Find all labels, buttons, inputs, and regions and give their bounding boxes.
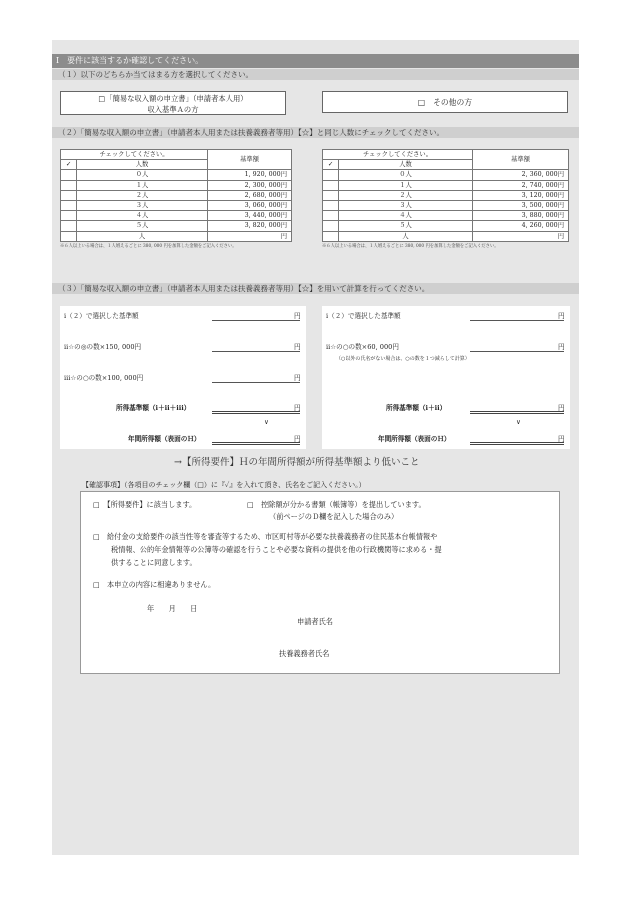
option-other[interactable] (322, 91, 568, 113)
amount-cell: 2, 360, 000円 (473, 170, 569, 180)
table-row (61, 200, 292, 210)
row-checkbox[interactable] (61, 190, 77, 200)
table-row (323, 231, 569, 241)
less-than-symbol: ∨ (264, 418, 269, 426)
sub-heading-3: （３）「簡易な収入額の申立書」（申請者本人用または扶養義務者等用）【☆】を用いて計算を行ってください。 (52, 283, 579, 294)
calc-row-2-field[interactable] (470, 351, 564, 352)
amount-cell: 2, 300, 000円 (208, 180, 292, 190)
income-requirement-note: →【所得要件】Ｈの年間所得額が所得基準額より低いこと (174, 457, 420, 468)
table-row (61, 211, 292, 221)
check-header: チェックしてください。 (61, 150, 208, 160)
less-than-symbol: ∨ (516, 418, 521, 426)
row-checkbox[interactable] (323, 170, 339, 180)
people-header: 人数 (339, 160, 473, 170)
calc-row-2-label: ⅱ☆の○の数×60, 000円 (326, 343, 399, 351)
amount-cell[interactable]: 円 (208, 231, 292, 241)
yen-unit: 円 (558, 343, 565, 351)
people-cell: ０人 (77, 170, 208, 180)
check-mark-header: ✓ (61, 160, 77, 170)
confirm-item-consent-line3: 供することに同意します。 (111, 558, 197, 567)
amount-cell: 3, 440, 000円 (208, 211, 292, 221)
people-cell[interactable]: 人 (339, 231, 473, 241)
table-row (61, 190, 292, 200)
people-cell[interactable]: 人 (77, 231, 208, 241)
calc-row-1-field[interactable] (212, 320, 300, 321)
table-row (323, 200, 569, 210)
calc-total-field[interactable] (470, 411, 564, 414)
calc-panel-right (322, 306, 570, 449)
people-cell: ５人 (77, 221, 208, 231)
row-checkbox[interactable] (61, 170, 77, 180)
people-cell: ５人 (339, 221, 473, 231)
amount-cell[interactable]: 円 (473, 231, 569, 241)
yen-unit: 円 (294, 343, 301, 351)
row-checkbox[interactable] (61, 221, 77, 231)
sub-heading-1: （１）以下のどちらか当てはまる方を選択してください。 (52, 69, 579, 80)
people-cell: １人 (339, 180, 473, 190)
annual-income-field[interactable] (212, 442, 300, 445)
amount-cell: 3, 880, 000円 (473, 211, 569, 221)
check-header: チェックしてください。 (323, 150, 473, 160)
table-row (61, 170, 292, 180)
row-checkbox[interactable] (323, 200, 339, 210)
table-row (323, 221, 569, 231)
yen-unit: 円 (294, 435, 301, 443)
people-cell: ２人 (339, 190, 473, 200)
confirm-heading: 【確認事項】（各項目のチェック欄（□）に『✓』を入れて頂き、氏名をご記入ください。） (82, 481, 366, 489)
amount-header: 基準額 (208, 150, 292, 170)
confirm-item-income[interactable]: □ 【所得要件】に該当します。 (93, 500, 197, 509)
confirm-item-consent[interactable]: □ 給付金の支給要件の該当性等を審査等するため、市区町村等が必要な扶養義務者の住民基本台帳情報や (93, 532, 438, 541)
row-checkbox[interactable] (61, 200, 77, 210)
confirm-item-documents[interactable]: □ 控除額が分かる書類（帳簿等）を提出しています。 (247, 500, 426, 509)
yen-unit: 円 (294, 312, 301, 320)
amount-header: 基準額 (473, 150, 569, 170)
row-checkbox[interactable] (61, 231, 77, 241)
table-note: ※６人以上いる場合は、１人増えるごとに 380, 000 円を加算した金額をご記入ください。 (322, 243, 499, 249)
amount-cell: 2, 740, 000円 (473, 180, 569, 190)
amount-cell: 2, 680, 000円 (208, 190, 292, 200)
table-row (323, 190, 569, 200)
threshold-table-left (60, 149, 292, 249)
calc-row-3-field[interactable] (212, 382, 300, 383)
yen-unit: 円 (558, 435, 565, 443)
annual-income-label: 年間所得額（表面のＨ） (378, 435, 451, 443)
row-checkbox[interactable] (61, 211, 77, 221)
calc-total-label: 所得基準額（ⅰ＋ⅱ） (386, 404, 447, 412)
confirm-item-consent-line2: 税情報、公的年金情報等の公簿等の確認を行うことや必要な資料の提供を他の行政機関等に求める・提 (111, 545, 442, 554)
confirm-item-truthful[interactable]: □ 本申立の内容に相違ありません。 (93, 580, 216, 589)
people-cell: ４人 (77, 211, 208, 221)
people-cell: １人 (77, 180, 208, 190)
calc-row-3-label: ⅲ☆の○の数×100, 000円 (64, 374, 144, 382)
yen-unit: 円 (294, 404, 301, 412)
yen-unit: 円 (558, 404, 565, 412)
supporter-name-label[interactable]: 扶養義務者氏名 (279, 649, 330, 658)
option-income-a[interactable] (60, 91, 286, 115)
yen-unit: 円 (558, 312, 565, 320)
threshold-table-right (322, 149, 569, 249)
people-header: 人数 (77, 160, 208, 170)
table-row (323, 180, 569, 190)
calc-row-2-label: ⅱ☆の◎の数×150, 000円 (64, 343, 142, 351)
calc-row-1-field[interactable] (470, 320, 564, 321)
table-row (61, 231, 292, 241)
row-checkbox[interactable] (323, 221, 339, 231)
people-cell: ０人 (339, 170, 473, 180)
people-cell: ３人 (77, 200, 208, 210)
calc-total-label: 所得基準額（ⅰ＋ⅱ＋ⅲ） (116, 404, 191, 412)
calc-total-field[interactable] (212, 411, 300, 414)
row-checkbox[interactable] (61, 180, 77, 190)
annual-income-label: 年間所得額（表面のＨ） (128, 435, 201, 443)
calc-row-2-note: （○以外の氏名がない場合は、○の数を１つ減らして計算） (336, 356, 470, 362)
row-checkbox[interactable] (323, 180, 339, 190)
option-income-a-line1: □「簡易な収入額の申立書」（申請者本人用） (98, 94, 248, 103)
table-row (61, 180, 292, 190)
yen-unit: 円 (294, 374, 301, 382)
calc-row-1-label: ⅰ（２）で選択した基準額 (64, 312, 139, 320)
amount-cell: 3, 060, 000円 (208, 200, 292, 210)
row-checkbox[interactable] (323, 231, 339, 241)
amount-cell: 3, 500, 000円 (473, 200, 569, 210)
table-row (323, 170, 569, 180)
date-field[interactable]: 年 月 日 (147, 604, 198, 613)
people-cell: ３人 (339, 200, 473, 210)
row-checkbox[interactable] (323, 190, 339, 200)
amount-cell: 4, 260, 000円 (473, 221, 569, 231)
applicant-name-label[interactable]: 申請者氏名 (297, 617, 333, 626)
amount-cell: 1, 920, 000円 (208, 170, 292, 180)
confirm-box (80, 491, 560, 674)
option-other-label: □ その他の方 (417, 98, 473, 107)
check-mark-header: ✓ (323, 160, 339, 170)
amount-cell: 3, 820, 000円 (208, 221, 292, 231)
table-row (323, 211, 569, 221)
calc-row-1-label: ⅰ（２）で選択した基準額 (326, 312, 401, 320)
table-row (61, 221, 292, 231)
confirm-item-documents-sub: （前ページのＤ欄を記入した場合のみ） (269, 512, 399, 521)
section-title: Ⅰ 要件に該当するか確認してください。 (52, 54, 579, 68)
sub-heading-2: （２）「簡易な収入額の申立書」（申請者本人用または扶養義務者等用）【☆】と同じ人数にチェックしてください。 (52, 127, 579, 138)
calc-panel-left (60, 306, 306, 449)
option-income-a-line2: 収入基準Ａの方 (147, 105, 199, 114)
table-note: ※６人以上いる場合は、１人増えるごとに 380, 000 円を加算した金額をご記入ください。 (60, 243, 237, 249)
form-page (52, 40, 579, 855)
row-checkbox[interactable] (323, 211, 339, 221)
amount-cell: 3, 120, 000円 (473, 190, 569, 200)
people-cell: ２人 (77, 190, 208, 200)
annual-income-field[interactable] (470, 442, 564, 445)
calc-row-2-field[interactable] (212, 351, 300, 352)
people-cell: ４人 (339, 211, 473, 221)
